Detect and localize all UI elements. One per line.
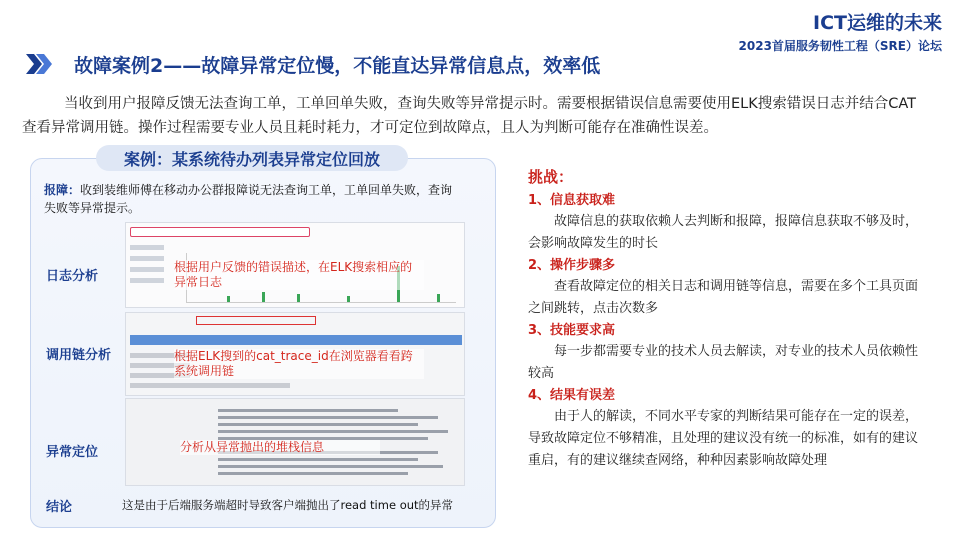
histogram-bar	[227, 296, 230, 302]
histogram-bar	[347, 296, 350, 302]
row-label-exception-locating: 异常定位	[46, 445, 99, 460]
challenge-body: 查看故障定位的相关日志和调用链等信息，需要在多个工具页面之间跳转，点击次数多	[528, 279, 919, 316]
report-key: 报障：	[44, 183, 81, 197]
stack-line	[218, 416, 438, 419]
elk-side-menu	[130, 245, 174, 305]
challenge-body: 故障信息的获取依赖人去判断和报障，报障信息获取不够及时，会影响故障发生的时长	[528, 214, 919, 251]
stack-line	[218, 430, 448, 433]
stack-line	[218, 465, 443, 468]
conclusion-text: 这是由于后端服务端超时导致客户端抛出了read time out的异常	[122, 498, 454, 512]
challenges-heading: 挑战：	[528, 168, 574, 186]
brand-logo-title: ICT运维的未来	[813, 12, 942, 34]
challenge-body: 由于人的解读，不同水平专家的判断结果可能存在一定的误差，导致故障定位不够精准，且处理的建议没有统一的标准，如有的建议重启，有的建议继续查网络，种种因素影响故障处理	[528, 409, 919, 468]
histogram-bar	[262, 292, 265, 302]
page-title: 故障案例2——故障异常定位慢，不能直达异常信息点，效率低	[74, 54, 601, 77]
row-label-conclusion: 结论	[46, 500, 73, 515]
case-title: 案例：某系统待办列表异常定位回放	[123, 149, 380, 169]
trace-id-highlight	[196, 316, 316, 325]
row-label-trace-analysis: 调用链分析	[46, 348, 112, 363]
trace-field-line	[130, 383, 290, 388]
brand-logo	[682, 8, 942, 54]
stack-line	[218, 458, 418, 461]
row-label-log-analysis: 日志分析	[46, 269, 99, 284]
challenge-title: 2、操作步骤多	[528, 258, 616, 273]
histogram-bar	[437, 294, 440, 302]
title-row	[26, 50, 600, 78]
annotation-exception-locating: 分析从异常抛出的堆栈信息	[180, 440, 380, 455]
report-body: 收到装维师傅在移动办公群报障说无法查询工单，工单回单失败，查询失败等异常提示。	[44, 183, 453, 215]
challenge-title: 4、结果有误差	[528, 388, 616, 403]
elk-search-bar	[130, 227, 310, 237]
challenge-title: 1、信息获取难	[528, 193, 616, 208]
challenge-title: 3、技能要求高	[528, 323, 616, 338]
report-text	[44, 181, 454, 217]
stack-line	[218, 423, 418, 426]
double-chevron-right-icon	[26, 52, 52, 76]
challenge-body: 每一步都需要专业的技术人员去解读，对专业的技术人员依赖性较高	[528, 344, 919, 381]
brand-logo-subtitle: 2023首届服务韧性工程（SRE）论坛	[738, 39, 942, 53]
challenges-section	[528, 166, 928, 473]
intro-paragraph: 当收到用户报障反馈无法查询工单，工单回单失败，查询失败等异常提示时。需要根据错误信息需要使用ELK搜索错误日志并结合CAT查看异常调用链。操作过程需要专业人员且耗时耗力，才可定位到故障点，且人为判断可能存在准确性误差。	[22, 96, 917, 136]
annotation-trace-analysis: 根据ELK搜到的cat_trace_id在浏览器看看跨系统调用链	[174, 349, 424, 379]
stack-line	[218, 409, 398, 412]
cat-tab-bar	[130, 335, 462, 345]
annotation-log-analysis: 根据用户反馈的错误描述，在ELK搜索相应的异常日志	[174, 260, 424, 290]
case-title-bar	[96, 145, 408, 171]
stack-line	[218, 472, 408, 475]
histogram-bar	[297, 294, 300, 302]
